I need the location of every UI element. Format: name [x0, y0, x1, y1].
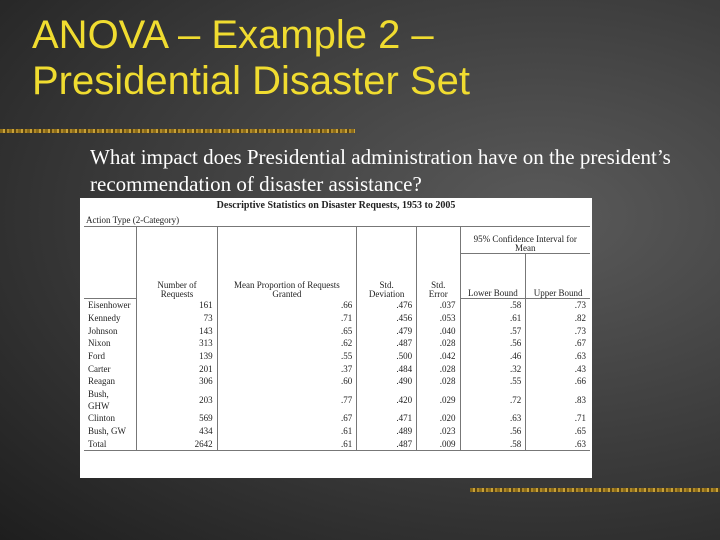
cell-lower: .61 — [460, 312, 526, 325]
cell-upper: .67 — [526, 337, 590, 350]
cell-upper: .71 — [526, 412, 590, 425]
cell-se: .028 — [417, 362, 460, 375]
cell-sd: .489 — [357, 425, 417, 438]
cell-se: .009 — [417, 437, 460, 450]
cell-name: Reagan — [88, 376, 115, 387]
cell-lower: .56 — [460, 337, 526, 350]
slide-question: What impact does Presidential administration have on the president’s recommendation of disaster assistance? — [90, 145, 671, 196]
cell-lower: .63 — [460, 412, 526, 425]
cell-upper: .73 — [526, 299, 590, 312]
table-row — [84, 437, 590, 450]
cell-n: 2642 — [137, 437, 217, 450]
cell-se: .028 — [417, 375, 460, 388]
cell-mean: .61 — [217, 425, 357, 438]
header-number-of-requests: Number of Requests — [137, 227, 217, 299]
cell-sd: .456 — [357, 312, 417, 325]
cell-se: .040 — [417, 324, 460, 337]
cell-se: .053 — [417, 312, 460, 325]
cell-name: Bush, GHW — [88, 388, 110, 411]
table-row — [84, 337, 590, 350]
cell-n: 203 — [137, 388, 217, 412]
cell-lower: .46 — [460, 350, 526, 363]
cell-n: 313 — [137, 337, 217, 350]
header-upper-bound: Upper Bound — [526, 254, 590, 299]
cell-lower: .72 — [460, 388, 526, 412]
cell-mean: .67 — [217, 412, 357, 425]
cell-name: Nixon — [88, 338, 111, 349]
table-row — [84, 350, 590, 363]
cell-mean: .71 — [217, 312, 357, 325]
descriptive-statistics-table — [80, 198, 592, 478]
table-row — [84, 388, 590, 412]
table-row — [84, 324, 590, 337]
stats-table — [84, 226, 590, 451]
cell-mean: .62 — [217, 337, 357, 350]
header-std-deviation: Std. Deviation — [357, 227, 417, 299]
cell-n: 161 — [137, 299, 217, 312]
stats-table-body — [84, 299, 590, 451]
table-row — [84, 425, 590, 438]
cell-n: 139 — [137, 350, 217, 363]
table-row — [84, 312, 590, 325]
cell-upper: .73 — [526, 324, 590, 337]
table-category-label: Action Type (2-Category) — [86, 215, 180, 225]
cell-mean: .55 — [217, 350, 357, 363]
table-row — [84, 375, 590, 388]
table-row — [84, 362, 590, 375]
cell-mean: .37 — [217, 362, 357, 375]
cell-lower: .58 — [460, 299, 526, 312]
cell-se: .037 — [417, 299, 460, 312]
cell-lower: .58 — [460, 437, 526, 450]
cell-name: Clinton — [88, 413, 116, 424]
cell-upper: .82 — [526, 312, 590, 325]
cell-n: 434 — [137, 425, 217, 438]
cell-mean: .77 — [217, 388, 357, 412]
cell-se: .023 — [417, 425, 460, 438]
cell-name: Total — [84, 437, 137, 450]
cell-lower: .56 — [460, 425, 526, 438]
header-mean-proportion: Mean Proportion of Requests Granted — [217, 227, 357, 299]
cell-sd: .479 — [357, 324, 417, 337]
cell-sd: .487 — [357, 337, 417, 350]
cell-mean: .66 — [217, 299, 357, 312]
cell-n: 201 — [137, 362, 217, 375]
cell-mean: .61 — [217, 437, 357, 450]
cell-upper: .83 — [526, 388, 590, 412]
cell-se: .029 — [417, 388, 460, 412]
cell-name: Bush, GW — [88, 425, 126, 436]
header-std-error: Std. Error — [417, 227, 460, 299]
table-row — [84, 299, 590, 312]
header-lower-bound: Lower Bound — [460, 254, 526, 299]
slide-title-line-1: ANOVA – Example 2 – — [32, 13, 434, 57]
decorative-divider-top — [0, 129, 355, 133]
header-blank-2 — [84, 254, 137, 299]
cell-n: 143 — [137, 324, 217, 337]
cell-sd: .484 — [357, 362, 417, 375]
cell-lower: .57 — [460, 324, 526, 337]
header-confidence-interval: 95% Confidence Interval for Mean — [460, 227, 590, 254]
slide-title-line-2: Presidential Disaster Set — [32, 59, 470, 103]
table-title: Descriptive Statistics on Disaster Requests, 1953 to 2005 — [216, 200, 456, 211]
cell-upper: .63 — [526, 437, 590, 450]
cell-name: Carter — [88, 363, 111, 374]
cell-upper: .66 — [526, 375, 590, 388]
header-blank — [84, 227, 137, 254]
cell-sd: .500 — [357, 350, 417, 363]
cell-sd: .487 — [357, 437, 417, 450]
cell-upper: .63 — [526, 350, 590, 363]
cell-sd: .420 — [357, 388, 417, 412]
cell-se: .020 — [417, 412, 460, 425]
cell-n: 569 — [137, 412, 217, 425]
cell-sd: .490 — [357, 375, 417, 388]
cell-lower: .55 — [460, 375, 526, 388]
cell-name: Johnson — [88, 325, 118, 336]
decorative-divider-bottom — [470, 488, 720, 492]
cell-se: .028 — [417, 337, 460, 350]
cell-n: 73 — [137, 312, 217, 325]
cell-name: Ford — [88, 351, 106, 362]
slide-title — [32, 12, 470, 104]
cell-se: .042 — [417, 350, 460, 363]
cell-sd: .476 — [357, 299, 417, 312]
cell-upper: .43 — [526, 362, 590, 375]
cell-lower: .32 — [460, 362, 526, 375]
cell-mean: .60 — [217, 375, 357, 388]
cell-n: 306 — [137, 375, 217, 388]
cell-upper: .65 — [526, 425, 590, 438]
cell-sd: .471 — [357, 412, 417, 425]
table-row — [84, 412, 590, 425]
cell-name: Eisenhower — [88, 300, 131, 311]
cell-mean: .65 — [217, 324, 357, 337]
cell-name: Kennedy — [88, 313, 121, 324]
